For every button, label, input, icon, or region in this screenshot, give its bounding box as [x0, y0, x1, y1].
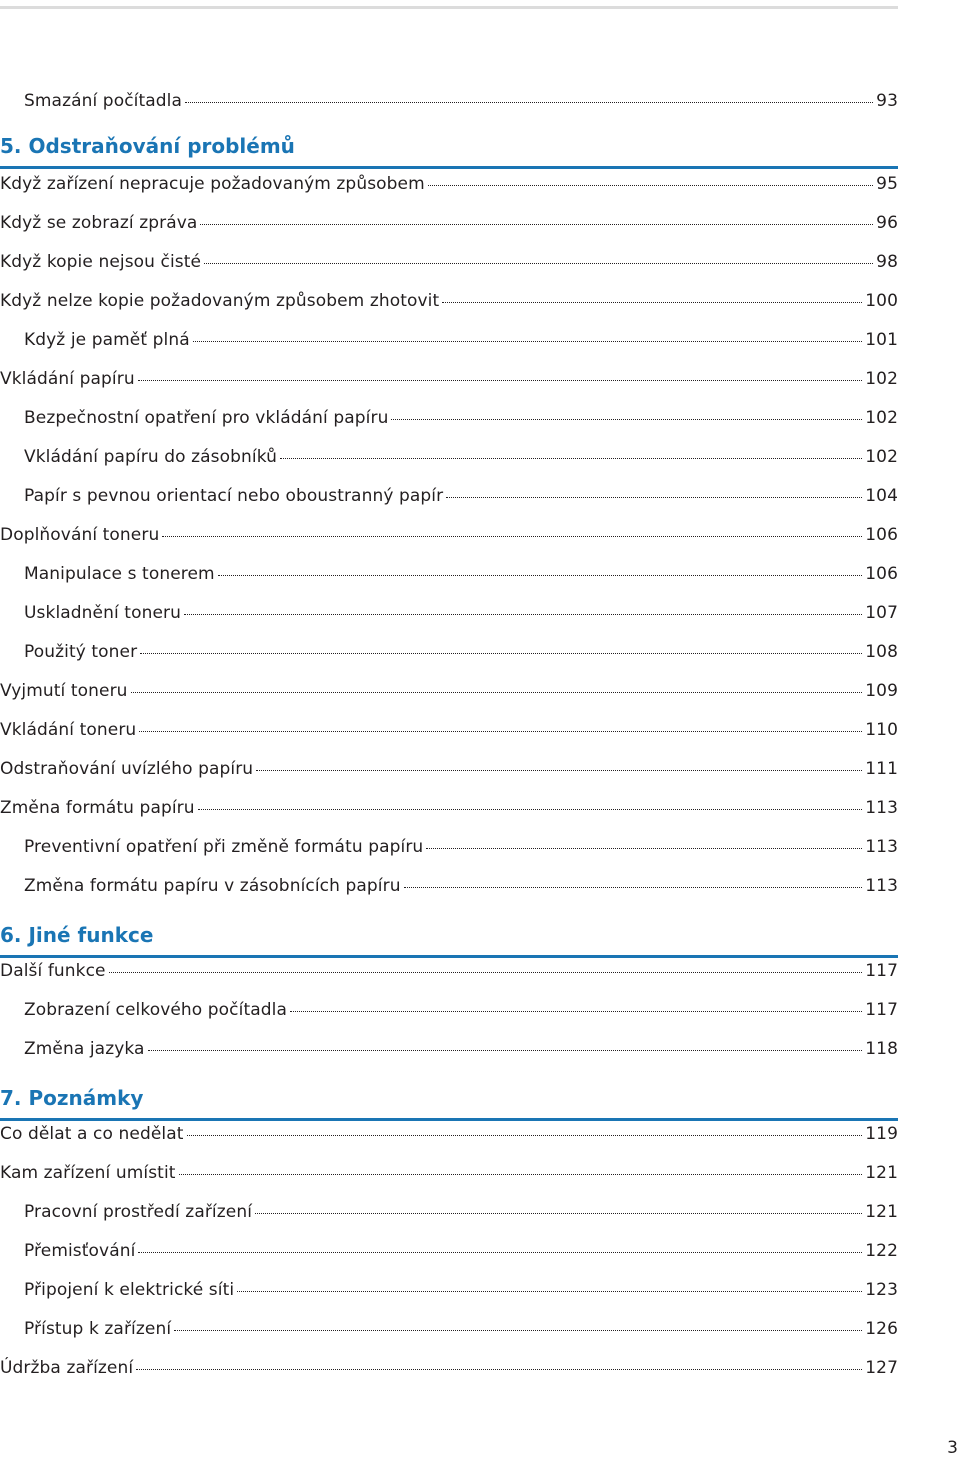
- toc-entry-page: 106: [865, 564, 898, 584]
- toc-entry-title: Změna formátu papíru v zásobnících papíru: [24, 876, 401, 896]
- toc-entry-page: 117: [865, 1000, 898, 1020]
- toc-entry[interactable]: [0, 961, 898, 1000]
- toc-entry-title: Když je paměť plná: [24, 330, 190, 350]
- toc-entry[interactable]: [0, 213, 898, 252]
- toc-entry[interactable]: [0, 291, 898, 330]
- toc-entry-title: Vkládání papíru do zásobníků: [24, 447, 277, 467]
- toc-entry-title: Papír s pevnou orientací nebo oboustranný papír: [24, 486, 444, 506]
- toc-entry-title: Vyjmutí toneru: [0, 681, 128, 701]
- toc-entry-page: 108: [865, 642, 898, 662]
- dot-leader: [442, 302, 862, 303]
- toc-entry-title: Přístup k zařízení: [24, 1319, 172, 1339]
- toc-entry-title: Když zařízení nepracuje požadovaným způsobem: [0, 174, 425, 194]
- toc-entry[interactable]: [0, 1163, 898, 1202]
- toc-entry-page: 121: [865, 1202, 898, 1222]
- toc-entry[interactable]: [0, 1202, 898, 1241]
- chapter-title: 5. Odstraňování problémů: [0, 134, 295, 158]
- toc-entry-title: Údržba zařízení: [0, 1358, 134, 1378]
- toc-entry-page: 96: [876, 213, 898, 233]
- dot-leader: [204, 263, 873, 264]
- page-number: 3: [947, 1438, 958, 1458]
- toc-entry-title: Doplňování toneru: [0, 525, 160, 545]
- toc-entry-title: Když nelze kopie požadovaným způsobem zhotovit: [0, 291, 440, 311]
- toc-entry-title: Změna formátu papíru: [0, 798, 195, 818]
- dot-leader: [446, 497, 862, 498]
- toc-entry-title: Když se zobrazí zpráva: [0, 213, 198, 233]
- dot-leader: [193, 341, 863, 342]
- dot-leader: [138, 380, 863, 381]
- dot-leader: [179, 1174, 863, 1175]
- toc-entry-page: 113: [865, 837, 898, 857]
- toc-entry[interactable]: [0, 447, 898, 486]
- chapter-title: 7. Poznámky: [0, 1086, 144, 1110]
- toc-entry[interactable]: [0, 91, 898, 129]
- table-of-contents: [0, 91, 898, 1397]
- toc-entry-title: Kam zařízení umístit: [0, 1163, 176, 1183]
- toc-entry-page: 102: [865, 408, 898, 428]
- dot-leader: [280, 458, 862, 459]
- toc-entry-title: Použitý toner: [24, 642, 138, 662]
- toc-entry[interactable]: [0, 837, 898, 876]
- toc-entry[interactable]: [0, 369, 898, 408]
- dot-leader: [185, 102, 873, 103]
- chapter-title: 6. Jiné funkce: [0, 923, 154, 947]
- toc-entry-page: 119: [865, 1124, 898, 1144]
- dot-leader: [138, 1252, 862, 1253]
- toc-entry[interactable]: [0, 1000, 898, 1039]
- toc-entry-title: Připojení k elektrické síti: [24, 1280, 235, 1300]
- toc-entry[interactable]: [0, 1124, 898, 1163]
- dot-leader: [131, 692, 863, 693]
- dot-leader: [187, 1135, 863, 1136]
- toc-entry-title: Zobrazení celkového počítadla: [24, 1000, 287, 1020]
- toc-entry-page: 106: [865, 525, 898, 545]
- toc-entry-title: Přemisťování: [24, 1241, 136, 1261]
- toc-entry-page: 102: [865, 447, 898, 467]
- toc-entry-page: 95: [876, 174, 898, 194]
- dot-leader: [404, 887, 863, 888]
- toc-entry[interactable]: [0, 174, 898, 213]
- toc-entry-page: 117: [865, 961, 898, 981]
- toc-entry-page: 113: [865, 798, 898, 818]
- toc-entry-page: 104: [865, 486, 898, 506]
- toc-entry-page: 118: [865, 1039, 898, 1059]
- toc-entry-page: 123: [865, 1280, 898, 1300]
- toc-entry-page: 101: [865, 330, 898, 350]
- toc-entry[interactable]: [0, 720, 898, 759]
- toc-entry-page: 100: [865, 291, 898, 311]
- toc-entry-title: Změna jazyka: [24, 1039, 145, 1059]
- toc-entry[interactable]: [0, 1358, 898, 1397]
- dot-leader: [109, 972, 863, 973]
- toc-entry[interactable]: [0, 1241, 898, 1280]
- toc-entry-title: Smazání počítadla: [24, 91, 182, 111]
- toc-entry-title: Preventivní opatření při změně formátu papíru: [24, 837, 424, 857]
- dot-leader: [255, 1213, 862, 1214]
- toc-entry[interactable]: [0, 564, 898, 603]
- toc-entry-page: 111: [865, 759, 898, 779]
- chapter-heading[interactable]: [0, 1078, 898, 1121]
- toc-entry-page: 113: [865, 876, 898, 896]
- toc-entry-page: 102: [865, 369, 898, 389]
- toc-entry-page: 98: [876, 252, 898, 272]
- toc-entry-title: Když kopie nejsou čisté: [0, 252, 202, 272]
- toc-entry-title: Co dělat a co nedělat: [0, 1124, 184, 1144]
- dot-leader: [290, 1011, 862, 1012]
- toc-entry[interactable]: [0, 603, 898, 642]
- toc-entry-page: 122: [865, 1241, 898, 1261]
- toc-entry-title: Manipulace s tonerem: [24, 564, 215, 584]
- toc-entry[interactable]: [0, 408, 898, 447]
- toc-entry[interactable]: [0, 252, 898, 291]
- dot-leader: [200, 224, 873, 225]
- toc-entry[interactable]: [0, 1319, 898, 1358]
- dot-leader: [174, 1330, 862, 1331]
- chapter-heading[interactable]: [0, 915, 898, 958]
- dot-leader: [140, 653, 862, 654]
- toc-entry-page: 109: [865, 681, 898, 701]
- toc-entry-page: 93: [876, 91, 898, 111]
- toc-entry[interactable]: [0, 681, 898, 720]
- dot-leader: [391, 419, 862, 420]
- toc-entry[interactable]: [0, 642, 898, 681]
- dot-leader: [148, 1050, 863, 1051]
- toc-entry[interactable]: [0, 525, 898, 564]
- toc-entry[interactable]: [0, 759, 898, 798]
- toc-entry-title: Vkládání papíru: [0, 369, 135, 389]
- dot-leader: [139, 731, 862, 732]
- dot-leader: [218, 575, 863, 576]
- dot-leader: [136, 1369, 862, 1370]
- header-rule: [0, 6, 898, 9]
- dot-leader: [198, 809, 863, 810]
- toc-entry[interactable]: [0, 1280, 898, 1319]
- toc-entry-page: 107: [865, 603, 898, 623]
- toc-entry-title: Vkládání toneru: [0, 720, 137, 740]
- dot-leader: [256, 770, 862, 771]
- toc-entry[interactable]: [0, 486, 898, 525]
- toc-entry-title: Odstraňování uvízlého papíru: [0, 759, 254, 779]
- toc-entry-title: Uskladnění toneru: [24, 603, 181, 623]
- toc-entry-title: Pracovní prostředí zařízení: [24, 1202, 253, 1222]
- toc-entry[interactable]: [0, 330, 898, 369]
- dot-leader: [426, 848, 862, 849]
- dot-leader: [184, 614, 862, 615]
- dot-leader: [162, 536, 862, 537]
- dot-leader: [237, 1291, 862, 1292]
- dot-leader: [428, 185, 873, 186]
- toc-entry-page: 126: [865, 1319, 898, 1339]
- toc-entry-page: 127: [865, 1358, 898, 1378]
- toc-entry[interactable]: [0, 1039, 898, 1078]
- toc-entry-title: Další funkce: [0, 961, 106, 981]
- toc-entry-title: Bezpečnostní opatření pro vkládání papíru: [24, 408, 389, 428]
- toc-entry-page: 121: [865, 1163, 898, 1183]
- toc-entry[interactable]: [0, 798, 898, 837]
- chapter-heading[interactable]: [0, 129, 898, 169]
- toc-entry[interactable]: [0, 876, 898, 915]
- toc-entry-page: 110: [865, 720, 898, 740]
